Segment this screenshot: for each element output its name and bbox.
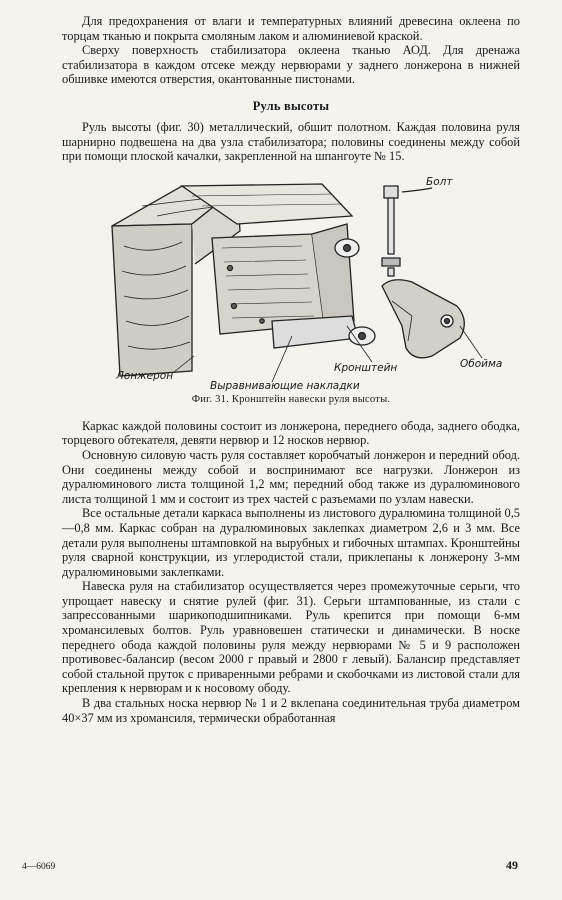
label-plates: Выравнивающие накладки [210,379,360,392]
page-body [62,14,520,725]
bracket-drawing [62,176,520,394]
paragraph: Для предохранения от влаги и температурных влияний древесина оклеена по торцам тканью и покрыта смоляным лаком и алюминиевой краской. [62,14,520,43]
sheet-mark: 4—6069 [22,862,56,872]
label-clip: Обойма [460,357,503,370]
paragraph: Сверху поверхность стабилизатора оклеена тканью АОД. Для дренажа стабилизатора в каждом отсеке между нервюрами у заднего лонжерона в нижней обшивке имеются отверстия, окантованные пистонами. [62,43,520,87]
paragraph: Руль высоты (фиг. 30) металлический, обшит полотном. Каждая половина руля шарнирно подвешена на два узла стабилизатора; половины соединены между собой при помощи плоской качалки, закрепленной на шпангоуте № 15. [62,119,520,164]
figure-caption: Фиг. 31. Кронштейн навески руля высоты. [191,393,391,405]
paragraph: Все остальные детали каркаса выполнены из листового дуралюмина толщиной 0,5—0,8 мм. Каркас собран на дуралюминовых заклепках диаметром 2,6 и 3 мм. Все детали руля выполнены штамповкой на вырубных и гибочных штампах. Кронштейны руля сварной конструкции, из углеродистой стали, приклепаны к лонжерону 3-мм дуралюминовыми заклепками. [62,506,520,579]
paragraph: В два стальных носка нервюр № 1 и 2 вклепана соединительная труба диаметром 40×37 мм из хромансиля, термически обработанная [62,696,520,725]
page-number: 49 [506,858,518,872]
paragraph: Каркас каждой половины состоит из лонжерона, переднего обода, заднего ободка, торцевого обтекателя, девяти нервюр и 12 носков нервюр. [62,418,520,448]
section-heading: Руль высоты [252,98,330,113]
label-bolt: Болт [426,175,453,188]
label-spar: Лонжерон [116,369,174,382]
paragraph: Основную силовую часть руля составляет коробчатый лонжерон и передний обод. Они соединены между собой и воспринимают все нагрузки. Лонжерон из дуралюминового листа толщиной 1,2 мм; передний обод также из дуралюминового листа толщиной 1 мм и состоит из трех частей с разъемами по узлам навески. [62,447,520,506]
label-bracket: Кронштейн [334,361,398,374]
paragraph: Навеска руля на стабилизатор осуществляется через промежуточные серьги, что упрощает навеску и снятие рулей (фиг. 31). Серьги штампованные, из стали с запрессованными шарикоподшипниками. Руль крепится при помощи 6-мм хромансилевых болтов. Руль уравновешен статически и динамически. В носке переднего обода каждой половины руля между нервюрами № 5 и 9 расположен противовес-балансир (весом 2000 г правый и 2800 г левый). Балансир представляет собой стальной пруток с приваренными ребрами и скобочками из листовой стали для крепления к нервюрам и к носовому ободу. [62,579,520,696]
figure-31 [62,176,520,394]
